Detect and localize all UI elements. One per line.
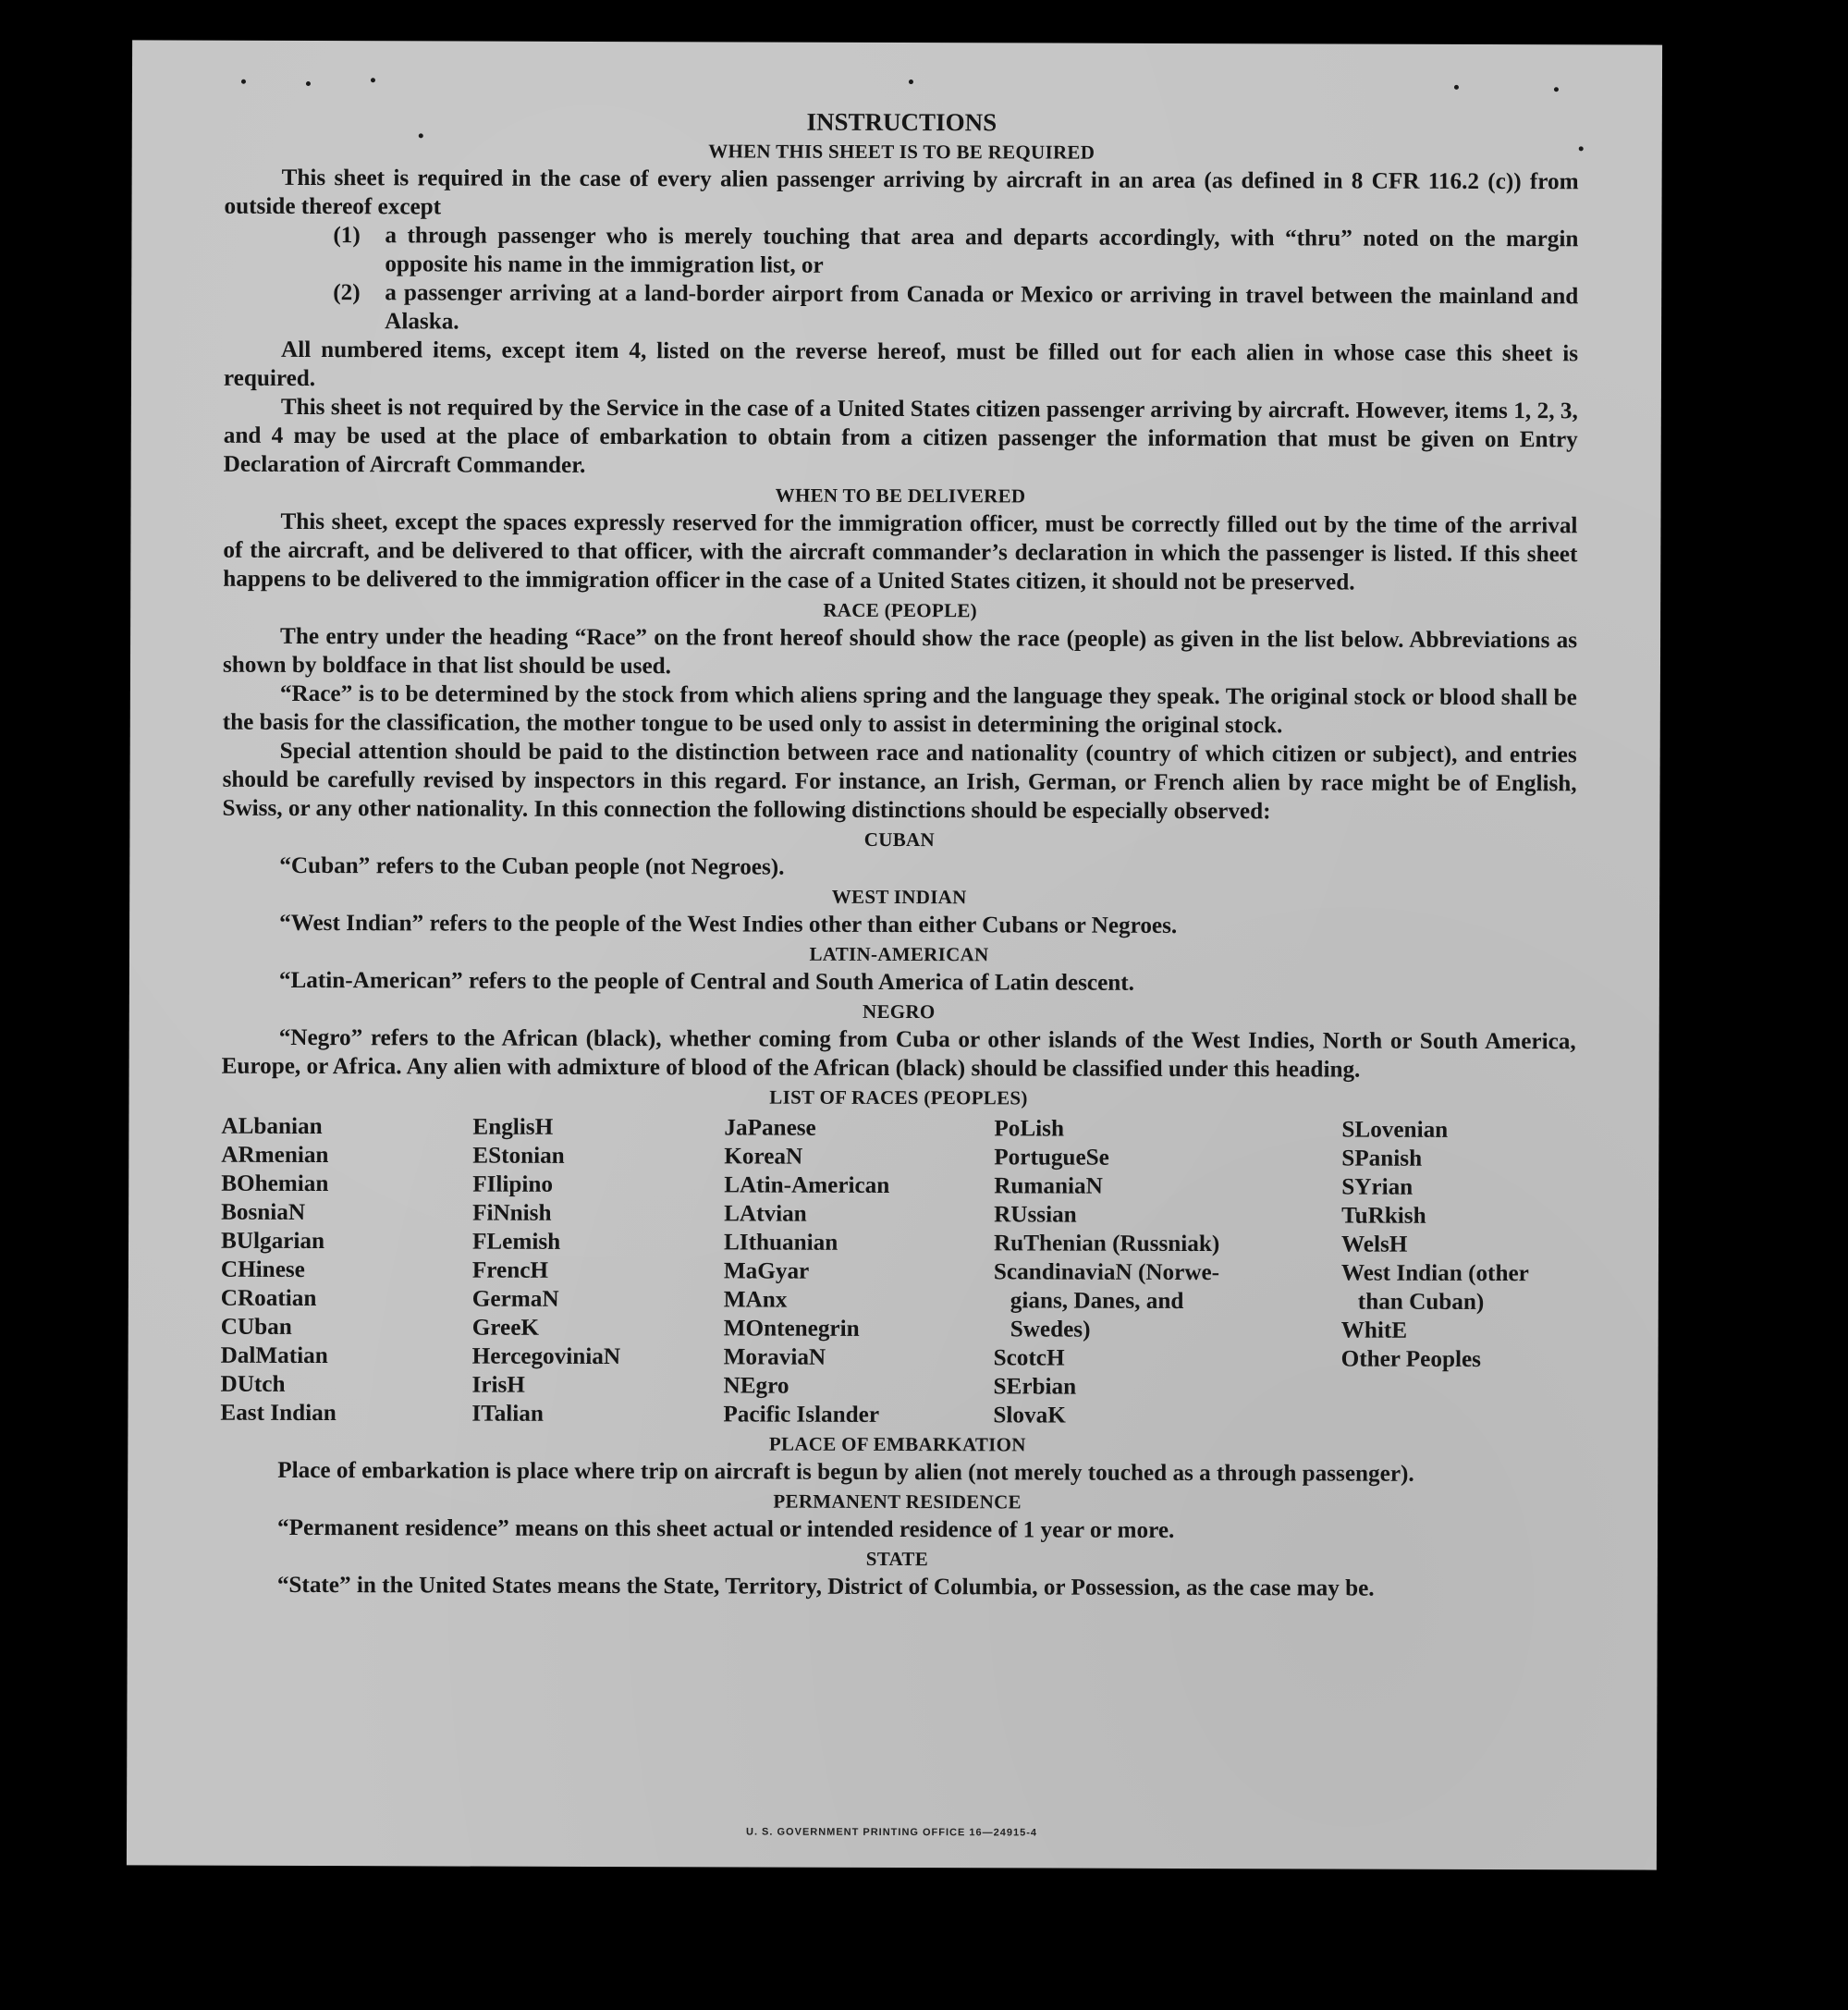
citizen-paragraph: This sheet is not required by the Service in the case of a United States citizen passenger arriving by aircraft. However, items 1, 2, 3, and 4 may be used at the place of embarkation to obtain from a citizen passenger the information that must be given on Entry Declaration of Aircraft Commander. — [223, 394, 1578, 478]
exception-text: a passenger arriving at a land-border airport from Canada or Mexico or arriving in travel between the mainland and Alaska. — [385, 280, 1579, 335]
race-entry: MoraviaN — [723, 1344, 826, 1370]
race-entry: GermaN — [471, 1286, 559, 1312]
cuban-paragraph: “Cuban” refers to the Cuban people (not Negroes). — [279, 852, 785, 880]
numbered-items-paragraph: All numbered items, except item 4, listed on the reverse hereof, must be filled out for each alien in whose case this sheet is required. — [223, 337, 1579, 392]
race-entry: RUssian — [994, 1202, 1077, 1228]
race-entry: gians, Danes, and — [1010, 1288, 1184, 1314]
negro-paragraph: “Negro” refers to the African (black), whether coming from Cuba or other islands of the West Indies, North or South America, Europe, or Africa. Any alien with admixture of blood of the African (black) should be classified under this heading. — [221, 1024, 1576, 1083]
race-entry: WelsH — [1340, 1232, 1408, 1257]
race-entry: BUlgarian — [220, 1228, 325, 1255]
race-entry: CUban — [220, 1314, 292, 1340]
race-entry: West Indian (other — [1340, 1260, 1529, 1287]
race-entry: EStonian — [472, 1143, 565, 1169]
races-column-5 — [1340, 1116, 1575, 1432]
race-entry: SErbian — [993, 1374, 1077, 1400]
race-entry: EnglisH — [472, 1114, 554, 1140]
race-paragraph-1: The entry under the heading “Race” on the front hereof should show the race (people) as given in the list below. Abbreviations as shown by boldface in that list should be used. — [222, 623, 1578, 680]
ink-speck — [306, 81, 311, 86]
embarkation-heading: PLACE OF EMBARKATION — [768, 1432, 1026, 1456]
race-entry: MOntenegrin — [723, 1316, 860, 1342]
race-entry: HercegoviniaN — [471, 1343, 621, 1370]
races-column-4 — [993, 1114, 1341, 1430]
race-entry: LAtvian — [724, 1201, 807, 1227]
race-entry: SLovenian — [1341, 1117, 1449, 1143]
race-entry: RuThenian (Russniak) — [993, 1231, 1220, 1257]
printing-office-footer: U. S. GOVERNMENT PRINTING OFFICE 16—24915-4 — [745, 1826, 1038, 1839]
exception-item — [333, 221, 1578, 282]
race-entry: ARmenian — [221, 1142, 329, 1169]
race-entry: LAtin-American — [724, 1172, 890, 1198]
races-column-3 — [723, 1113, 994, 1429]
race-entry: FiNnish — [472, 1200, 552, 1226]
state-heading: STATE — [865, 1547, 929, 1571]
race-entry: BosniaN — [221, 1199, 306, 1225]
exception-number: (2) — [333, 280, 361, 306]
ink-speck — [909, 80, 913, 84]
negro-heading: NEGRO — [863, 999, 936, 1023]
exception-text: a through passenger who is merely touching that area and departs accordingly, with “thru” noted on the margin opposite his name in the immigration list, or — [385, 223, 1579, 278]
race-entry: DalMatian — [220, 1342, 328, 1369]
race-entry: NEgro — [723, 1373, 789, 1399]
exception-item — [333, 278, 1578, 339]
latin-american-heading: LATIN-AMERICAN — [809, 942, 989, 966]
race-entry: MaGyar — [723, 1258, 810, 1284]
west-indian-heading: WEST INDIAN — [831, 885, 967, 909]
cuban-heading: CUBAN — [863, 827, 936, 852]
race-entry: FrencH — [471, 1257, 549, 1283]
race-entry: BOhemian — [221, 1170, 329, 1197]
race-entry: WhitE — [1340, 1318, 1408, 1343]
instructions-title: INSTRUCTIONS — [806, 107, 997, 137]
race-entry: FLemish — [471, 1229, 561, 1255]
ink-speck — [371, 78, 375, 82]
race-entry: FIlipino — [472, 1171, 554, 1197]
race-entry: KoreaN — [724, 1144, 803, 1170]
race-entry: PoLish — [994, 1116, 1065, 1142]
races-list-heading: LIST OF RACES (PEOPLES) — [769, 1085, 1028, 1109]
when-required-intro: This sheet is required in the case of every alien passenger arriving by aircraft in an area (as defined in 8 CFR 116.2 (c)) from outside thereof except — [224, 165, 1579, 220]
race-entry: Swedes) — [1010, 1317, 1091, 1342]
embarkation-paragraph: Place of embarkation is place where trip on aircraft is begun by alien (not merely touched as a through passenger). — [277, 1457, 1414, 1487]
residence-paragraph: “Permanent residence” means on this sheet actual or intended residence of 1 year or more. — [277, 1514, 1175, 1543]
when-delivered-heading: WHEN TO BE DELIVERED — [775, 484, 1026, 508]
race-entry: Pacific Islander — [723, 1402, 880, 1428]
race-entry: ScotcH — [993, 1345, 1065, 1371]
race-entry: SYrian — [1341, 1174, 1414, 1200]
race-entry: ITalian — [471, 1401, 544, 1427]
race-entry: ALbanian — [221, 1113, 323, 1140]
race-entry: SlovaK — [993, 1403, 1066, 1428]
state-paragraph: “State” in the United States means the State, Territory, District of Columbia, or Possession, as the case may be. — [276, 1572, 1375, 1601]
races-column-1 — [220, 1112, 472, 1428]
race-entry: Other Peoples — [1340, 1346, 1482, 1372]
ink-speck — [1454, 85, 1459, 90]
when-delivered-paragraph: This sheet, except the spaces expressly reserved for the immigration officer, must be correctly filled out by the time of the arrival of the aircraft, and be delivered to that officer, with the aircraft commander’s declaration in which the passenger is listed. If this sheet happens to be delivered to the immigration officer in the case of a United States citizen, it should not be preserved. — [223, 509, 1578, 595]
races-list — [220, 1112, 1575, 1432]
race-paragraph-2: “Race” is to be determined by the stock from which aliens spring and the language they speak. The original stock or blood shall be the basis for the classification, the mother tongue to be used only to assist in determining the original stock. — [222, 680, 1577, 739]
ink-speck — [1579, 146, 1584, 151]
race-entry: MAnx — [723, 1287, 788, 1313]
instructions-content — [220, 105, 1579, 1604]
race-entry: CHinese — [220, 1256, 305, 1282]
exception-number: (1) — [333, 223, 361, 249]
ink-speck — [241, 80, 246, 84]
west-indian-paragraph: “West Indian” refers to the people of the West Indies other than either Cubans or Negroes. — [279, 910, 1178, 938]
race-entry: ScandinaviaN (Norwe- — [993, 1259, 1220, 1286]
race-entry: LIthuanian — [723, 1230, 838, 1256]
race-entry: than Cuban) — [1357, 1289, 1485, 1316]
race-entry: SPanish — [1341, 1146, 1423, 1171]
race-entry: RumaniaN — [994, 1173, 1103, 1199]
latin-american-paragraph: “Latin-American” refers to the people of Central and South America of Latin descent. — [278, 967, 1135, 996]
race-entry: CRoatian — [220, 1285, 317, 1312]
document-sheet — [127, 40, 1662, 1869]
race-entry: PortugueSe — [994, 1145, 1109, 1170]
race-entry: GreeK — [471, 1315, 540, 1341]
race-entry: DUtch — [220, 1371, 286, 1397]
race-entry: JaPanese — [724, 1115, 816, 1141]
race-entry: IrisH — [471, 1372, 525, 1398]
race-heading: RACE (PEOPLE) — [823, 598, 978, 622]
ink-speck — [1554, 87, 1559, 92]
races-column-2 — [471, 1113, 724, 1429]
race-paragraph-3: Special attention should be paid to the distinction between race and nationality (country of which citizen or subject), and entries should be carefully revised by inspectors in this regard. For instance, an Irish, German, or French alien by race might be of English, Swiss, or any other nationality. In this connection the following distinctions should be especially observed: — [222, 738, 1577, 825]
race-entry: TuRkish — [1341, 1203, 1426, 1229]
when-required-heading: WHEN THIS SHEET IS TO BE REQUIRED — [708, 140, 1095, 164]
race-entry: East Indian — [220, 1400, 337, 1427]
residence-heading: PERMANENT RESIDENCE — [773, 1489, 1022, 1514]
